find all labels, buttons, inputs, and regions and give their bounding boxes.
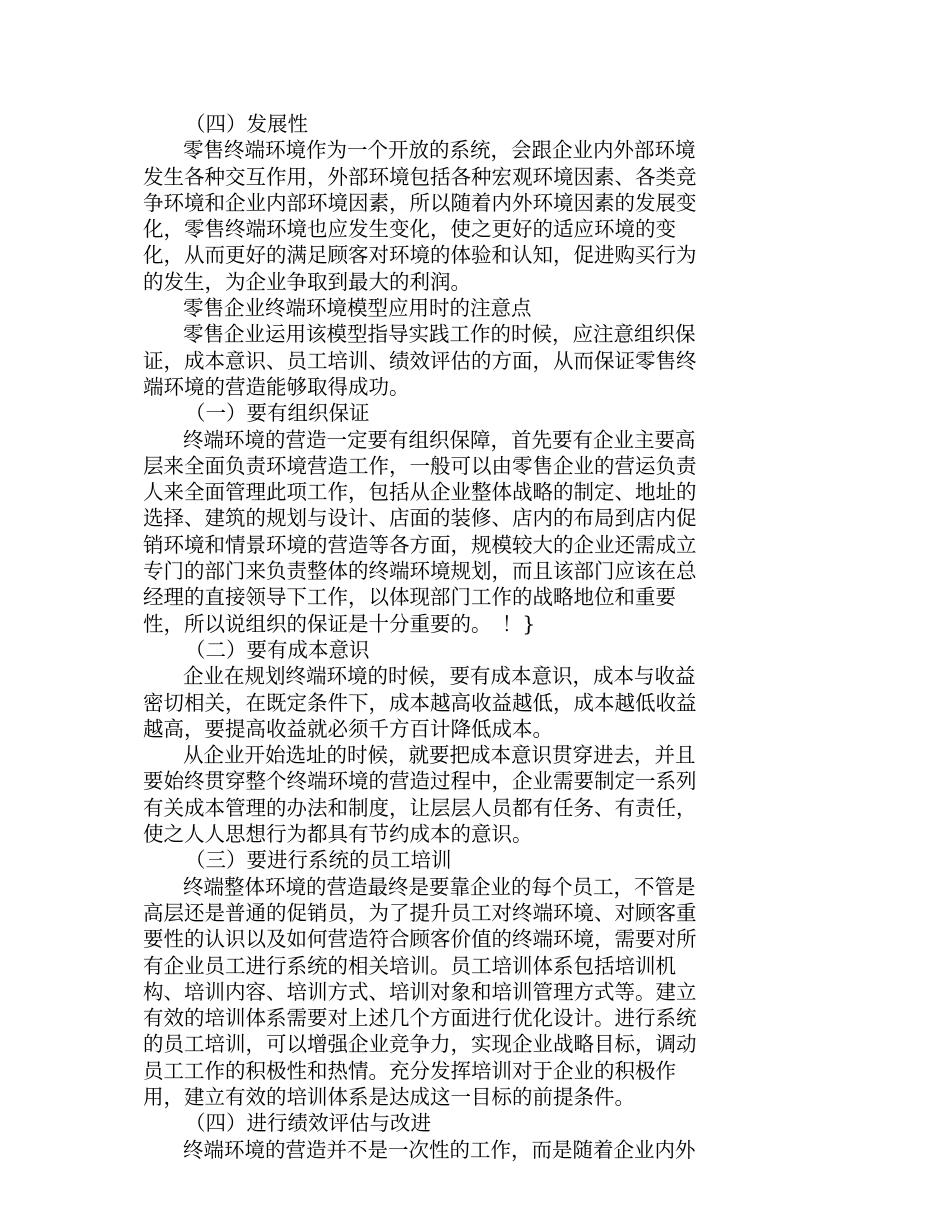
- paragraph-line: 零售企业运用该模型指导实践工作的时候，应注意组织保: [183, 322, 696, 347]
- paragraph-line: 专门的部门来负责整体的终端环境规划，而且该部门应该在总: [143, 559, 697, 584]
- paragraph-line: 选择、建筑的规划与设计、店面的装修、店内的布局到店内促: [143, 506, 697, 531]
- paragraph-line: 越高，要提高收益就必须千方百计降低成本。: [143, 716, 553, 741]
- paragraph-line: 人来全面管理此项工作，包括从企业整体战略的制定、地址的: [143, 480, 697, 505]
- paragraph-line: 终端整体环境的营造最终是要靠企业的每个员工，不管是: [183, 874, 696, 899]
- paragraph-line: 构、培训内容、培训方式、培训对象和培训管理方式等。建立: [143, 979, 697, 1004]
- paragraph-line: 密切相关，在既定条件下，成本越高收益越低，成本越低收益: [143, 690, 697, 715]
- paragraph-line: 化，零售终端环境也应发生变化，使之更好的适应环境的变: [143, 217, 676, 242]
- paragraph-line: 员工工作的积极性和热情。充分发挥培训对于企业的积极作: [143, 1058, 676, 1083]
- paragraph-line: 零售企业终端环境模型应用时的注意点: [183, 296, 532, 321]
- paragraph-line: 终端环境的营造并不是一次性的工作，而是随着企业内外: [183, 1137, 696, 1162]
- paragraph-line: 性，所以说组织的保证是十分重要的。 ！}: [143, 611, 536, 636]
- paragraph-line: 证，成本意识、员工培训、绩效评估的方面，从而保证零售终: [143, 348, 697, 373]
- paragraph-line: 化，从而更好的满足顾客对环境的体验和认知，促进购买行为: [143, 243, 697, 268]
- paragraph-line: 的员工培训，可以增强企业竞争力，实现企业战略目标，调动: [143, 1032, 697, 1057]
- section-heading: （四）发展性: [185, 112, 308, 136]
- section-heading: （四）进行绩效评估与改进: [185, 1111, 431, 1136]
- paragraph-line: 要始终贯穿整个终端环境的营造过程中，企业需要制定一系列: [143, 769, 697, 794]
- paragraph-line: 争环境和企业内部环境因素，所以随着内外环境因素的发展变: [143, 190, 697, 215]
- paragraph-line: 销环境和情景环境的营造等各方面，规模较大的企业还需成立: [143, 532, 697, 557]
- paragraph-line: 从企业开始选址的时候，就要把成本意识贯穿进去，并且: [183, 743, 696, 768]
- paragraph-line: 层来全面负责环境营造工作，一般可以由零售企业的营运负责: [143, 453, 697, 478]
- paragraph-line: 经理的直接领导下工作，以体现部门工作的战略地位和重要: [143, 585, 676, 610]
- paragraph-line: 高层还是普通的促销员，为了提升员工对终端环境、对顾客重: [143, 900, 697, 925]
- document-page: [143, 111, 733, 1163]
- paragraph-line: 发生各种交互作用，外部环境包括各种宏观环境因素、各类竞: [143, 164, 697, 189]
- paragraph-line: 要性的认识以及如何营造符合顾客价值的终端环境，需要对所: [143, 927, 697, 952]
- paragraph-line: 用，建立有效的培训体系是达成这一目标的前提条件。: [143, 1084, 635, 1109]
- section-heading: （一）要有组织保证: [185, 401, 370, 426]
- section-heading: （三）要进行系统的员工培训: [185, 848, 452, 873]
- section-heading: （二）要有成本意识: [185, 637, 370, 662]
- paragraph-line: 终端环境的营造一定要有组织保障，首先要有企业主要高: [183, 427, 696, 452]
- paragraph-line: 的发生，为企业争取到最大的利润。: [143, 269, 471, 294]
- paragraph-line: 有企业员工进行系统的相关培训。员工培训体系包括培训机: [143, 953, 676, 978]
- paragraph-line: 使之人人思想行为都具有节约成本的意识。: [143, 822, 533, 847]
- paragraph-line: 有效的培训体系需要对上述几个方面进行优化设计。进行系统: [143, 1006, 697, 1031]
- paragraph-line: 企业在规划终端环境的时候，要有成本意识，成本与收益: [183, 664, 696, 689]
- paragraph-line: 有关成本管理的办法和制度，让层层人员都有任务、有责任，: [143, 795, 697, 820]
- paragraph-line: 端环境的营造能够取得成功。: [143, 374, 410, 399]
- paragraph-line: 零售终端环境作为一个开放的系统，会跟企业内外部环境: [183, 138, 696, 163]
